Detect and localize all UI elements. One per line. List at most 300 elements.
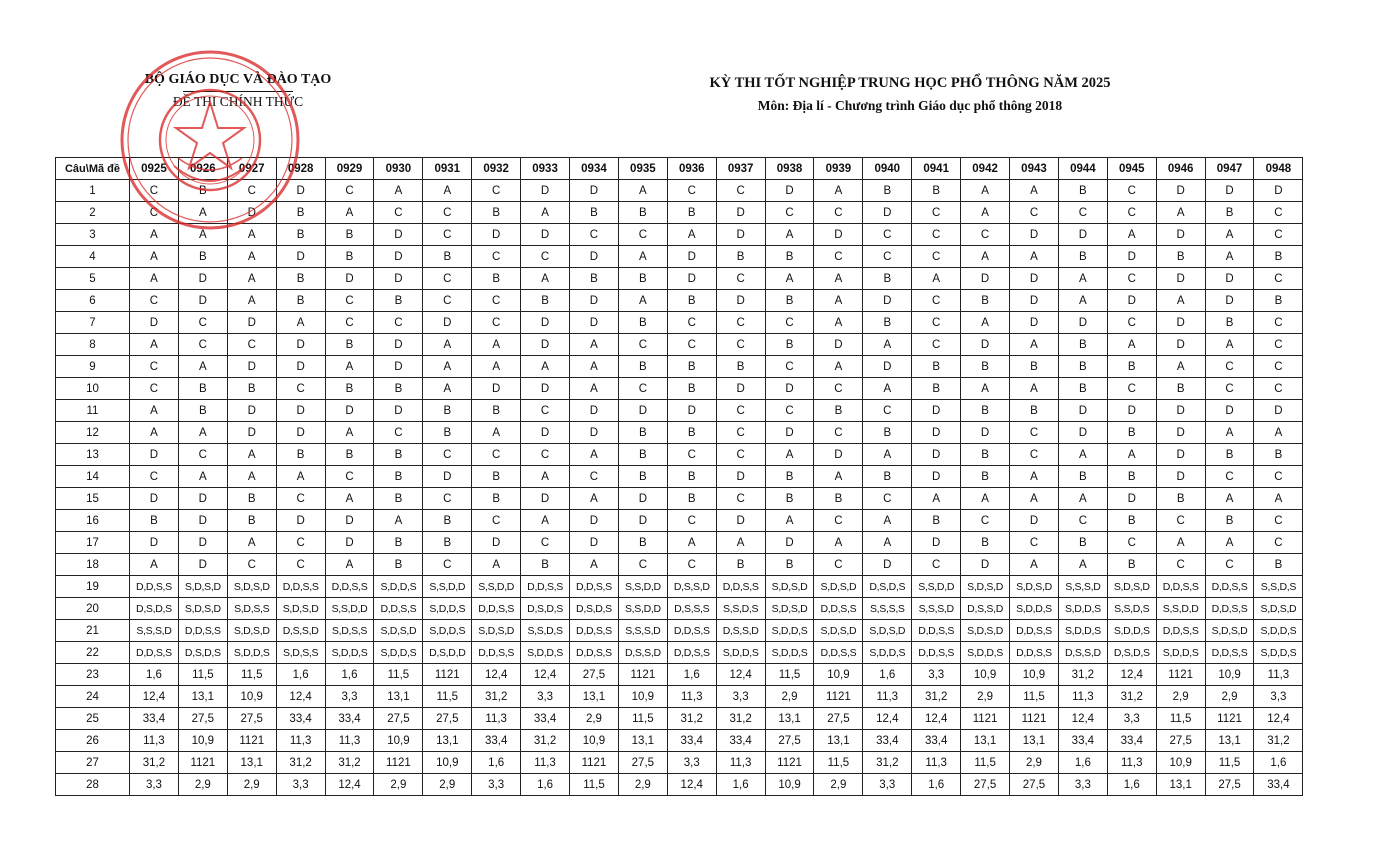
answer-cell: A — [521, 202, 570, 224]
answer-cell: B — [1107, 466, 1156, 488]
answer-cell: S,D,D,S — [227, 642, 276, 664]
table-row — [56, 444, 1303, 466]
answer-cell: D,S,D,S — [521, 598, 570, 620]
answer-cell: D — [1010, 268, 1059, 290]
answer-cell: 13,1 — [1205, 730, 1254, 752]
answer-cell: 33,4 — [325, 708, 374, 730]
answer-cell: A — [1205, 532, 1254, 554]
answer-cell: 31,2 — [276, 752, 325, 774]
answer-cell: B — [472, 202, 521, 224]
answer-cell: S,D,S,S — [325, 620, 374, 642]
answer-cell: D,S,D,S — [130, 598, 179, 620]
ministry-name: BỘ GIÁO DỤC VÀ ĐÀO TẠO — [144, 72, 332, 87]
answer-cell: S,D,S,D — [765, 576, 814, 598]
answer-cell: D,D,S,S — [1156, 620, 1205, 642]
answer-cell: B — [765, 466, 814, 488]
exam-code-header: 0942 — [961, 158, 1010, 180]
answer-cell: B — [667, 290, 716, 312]
answer-cell: D — [521, 224, 570, 246]
answer-cell: D — [1205, 268, 1254, 290]
ministry-header — [138, 72, 338, 110]
table-row — [56, 686, 1303, 708]
answer-cell: D — [618, 510, 667, 532]
answer-cell: D — [178, 290, 227, 312]
answer-cell: C — [912, 290, 961, 312]
exam-code-header: 0929 — [325, 158, 374, 180]
answer-cell: D — [1205, 290, 1254, 312]
answer-cell: D,D,S,S — [472, 598, 521, 620]
table-row — [56, 378, 1303, 400]
answer-cell: A — [178, 224, 227, 246]
answer-cell: C — [1254, 510, 1303, 532]
answer-cell: 1121 — [227, 730, 276, 752]
answer-cell: A — [961, 202, 1010, 224]
answer-cell: D — [863, 554, 912, 576]
answer-cell: D,D,S,S — [814, 642, 863, 664]
answer-cell: A — [325, 356, 374, 378]
answer-cell: A — [814, 356, 863, 378]
answer-cell: A — [667, 532, 716, 554]
answer-cell: A — [961, 312, 1010, 334]
answer-cell: 2,9 — [961, 686, 1010, 708]
answer-cell: S,D,S,D — [178, 598, 227, 620]
answer-cell: C — [667, 312, 716, 334]
answer-cell: S,S,D,D — [325, 598, 374, 620]
answer-cell: 2,9 — [814, 774, 863, 796]
answer-cell: B — [276, 444, 325, 466]
answer-cell: 10,9 — [618, 686, 667, 708]
answer-cell: S,D,D,S — [423, 598, 472, 620]
answer-cell: A — [374, 180, 423, 202]
answer-cell: D — [912, 532, 961, 554]
answer-cell: A — [863, 510, 912, 532]
answer-cell: D — [716, 466, 765, 488]
table-row — [56, 180, 1303, 202]
answer-cell: B — [618, 466, 667, 488]
answer-cell: C — [1254, 356, 1303, 378]
answer-cell: B — [130, 510, 179, 532]
question-number: 8 — [56, 334, 130, 356]
answer-cell: S,D,D,S — [1156, 642, 1205, 664]
answer-cell: C — [716, 334, 765, 356]
answer-cell: C — [716, 268, 765, 290]
answer-cell: D — [618, 488, 667, 510]
answer-cell: C — [912, 246, 961, 268]
answer-cell: D — [374, 400, 423, 422]
answer-cell: D,S,D,S — [570, 598, 619, 620]
answer-cell: A — [912, 488, 961, 510]
answer-cell: 11,3 — [325, 730, 374, 752]
answer-cell: 10,9 — [765, 774, 814, 796]
answer-cell: D,S,D,S — [178, 642, 227, 664]
answer-cell: C — [1254, 224, 1303, 246]
answer-cell: S,D,D,S — [521, 642, 570, 664]
answer-cell: D,S,S,D — [716, 620, 765, 642]
answer-cell: D — [325, 532, 374, 554]
answer-cell: B — [765, 246, 814, 268]
answer-cell: D,S,S,D — [276, 620, 325, 642]
answer-cell: A — [814, 532, 863, 554]
answer-cell: A — [1058, 488, 1107, 510]
answer-cell: D,S,S,D — [1058, 642, 1107, 664]
answer-cell: A — [1205, 488, 1254, 510]
answer-cell: S,D,D,S — [423, 620, 472, 642]
answer-cell: B — [667, 202, 716, 224]
question-number: 23 — [56, 664, 130, 686]
answer-cell: C — [1205, 466, 1254, 488]
table-row — [56, 774, 1303, 796]
answer-cell: 1,6 — [1058, 752, 1107, 774]
answer-cell: D — [276, 422, 325, 444]
answer-cell: C — [130, 290, 179, 312]
answer-cell: A — [178, 466, 227, 488]
answer-cell: D,D,S,S — [570, 576, 619, 598]
answer-cell: 11,5 — [178, 664, 227, 686]
answer-cell: A — [618, 246, 667, 268]
answer-cell: B — [1156, 488, 1205, 510]
answer-cell: D — [765, 180, 814, 202]
answer-cell: A — [814, 180, 863, 202]
answer-cell: A — [863, 532, 912, 554]
answer-cell: B — [521, 554, 570, 576]
answer-cell: D — [130, 532, 179, 554]
answer-cell: A — [1205, 224, 1254, 246]
answer-cell: B — [423, 400, 472, 422]
answer-cell: S,D,S,D — [178, 576, 227, 598]
answer-cell: B — [1058, 532, 1107, 554]
answer-cell: C — [276, 532, 325, 554]
table-row — [56, 312, 1303, 334]
answer-cell: A — [1156, 290, 1205, 312]
answer-cell: D — [912, 400, 961, 422]
answer-cell: 27,5 — [618, 752, 667, 774]
table-row — [56, 620, 1303, 642]
answer-cell: D,D,S,S — [1156, 576, 1205, 598]
answer-cell: B — [472, 466, 521, 488]
answer-cell: A — [227, 532, 276, 554]
answer-cell: B — [961, 532, 1010, 554]
answer-cell: 12,4 — [1058, 708, 1107, 730]
answer-cell: S,D,S,D — [472, 620, 521, 642]
answer-cell: S,D,D,S — [1107, 620, 1156, 642]
answer-cell: B — [325, 224, 374, 246]
answer-cell: A — [1156, 356, 1205, 378]
table-row — [56, 576, 1303, 598]
question-number: 12 — [56, 422, 130, 444]
answer-cell: B — [814, 400, 863, 422]
answer-cell: B — [618, 532, 667, 554]
answer-cell: 2,9 — [1010, 752, 1059, 774]
answer-cell: 10,9 — [374, 730, 423, 752]
question-number: 1 — [56, 180, 130, 202]
answer-cell: B — [618, 444, 667, 466]
answer-cell: B — [1254, 444, 1303, 466]
answer-cell: D — [130, 444, 179, 466]
answer-cell: A — [570, 444, 619, 466]
answer-cell: C — [130, 180, 179, 202]
answer-cell: S,D,D,S — [961, 642, 1010, 664]
answer-cell: 11,3 — [1107, 752, 1156, 774]
question-number: 28 — [56, 774, 130, 796]
answer-cell: D,D,S,S — [472, 642, 521, 664]
answer-cell: B — [912, 510, 961, 532]
answer-cell: 1121 — [1205, 708, 1254, 730]
answer-cell: D — [912, 422, 961, 444]
answer-cell: C — [1010, 202, 1059, 224]
answer-cell: A — [961, 180, 1010, 202]
answer-cell: C — [716, 444, 765, 466]
answer-cell: 1121 — [961, 708, 1010, 730]
question-number: 19 — [56, 576, 130, 598]
question-number: 24 — [56, 686, 130, 708]
answer-cell: D — [570, 180, 619, 202]
answer-cell: C — [1254, 378, 1303, 400]
answer-cell: D — [1156, 444, 1205, 466]
answer-cell: C — [716, 488, 765, 510]
answer-cell: 33,4 — [912, 730, 961, 752]
answer-cell: 12,4 — [863, 708, 912, 730]
answer-cell: C — [667, 510, 716, 532]
answer-cell: B — [472, 400, 521, 422]
answer-cell: D,D,S,S — [912, 642, 961, 664]
answer-cell: D — [1058, 400, 1107, 422]
answer-cell: D,S,D,S — [1107, 642, 1156, 664]
answer-cell: A — [863, 334, 912, 356]
answer-cell: D — [961, 334, 1010, 356]
answer-cell: C — [1205, 356, 1254, 378]
answer-cell: B — [1107, 554, 1156, 576]
answer-cell: C — [130, 466, 179, 488]
answer-cell: D — [863, 202, 912, 224]
answer-cell: 2,9 — [374, 774, 423, 796]
answer-cell: 12,4 — [130, 686, 179, 708]
answer-cell: C — [814, 378, 863, 400]
answer-cell: C — [570, 466, 619, 488]
answer-cell: C — [716, 180, 765, 202]
answer-cell: A — [1254, 488, 1303, 510]
answer-cell: B — [1156, 378, 1205, 400]
exam-code-header: 0933 — [521, 158, 570, 180]
exam-code-header: 0943 — [1010, 158, 1059, 180]
answer-cell: 10,9 — [961, 664, 1010, 686]
answer-cell: B — [765, 334, 814, 356]
answer-cell: S,D,D,S — [1254, 642, 1303, 664]
answer-cell: C — [961, 510, 1010, 532]
answer-cell: D — [423, 466, 472, 488]
table-row — [56, 708, 1303, 730]
exam-code-header: 0946 — [1156, 158, 1205, 180]
answer-cell: C — [276, 378, 325, 400]
answer-cell: B — [276, 268, 325, 290]
answer-cell: A — [912, 268, 961, 290]
answer-cell: 13,1 — [961, 730, 1010, 752]
answer-cell: A — [130, 554, 179, 576]
answer-cell: C — [1058, 510, 1107, 532]
answer-cell: A — [521, 466, 570, 488]
table-row — [56, 752, 1303, 774]
answer-cell: 1,6 — [521, 774, 570, 796]
answer-cell: A — [1010, 378, 1059, 400]
answer-cell: A — [227, 290, 276, 312]
answer-cell: D,S,S,D — [667, 576, 716, 598]
answer-cell: S,D,S,D — [227, 576, 276, 598]
answer-cell: 2,9 — [227, 774, 276, 796]
exam-code-header: 0926 — [178, 158, 227, 180]
answer-cell: S,D,D,S — [374, 642, 423, 664]
answer-cell: D — [618, 400, 667, 422]
answer-cell: B — [374, 488, 423, 510]
answer-cell: B — [1058, 180, 1107, 202]
table-row — [56, 246, 1303, 268]
exam-code-header: 0935 — [618, 158, 667, 180]
answer-cell: D — [1156, 268, 1205, 290]
answer-cell: B — [1010, 356, 1059, 378]
answer-cell: S,D,S,D — [1205, 620, 1254, 642]
answer-cell: D — [1254, 400, 1303, 422]
answer-cell: D,D,S,S — [1010, 620, 1059, 642]
answer-cell: S,D,S,D — [765, 598, 814, 620]
answer-cell: A — [276, 312, 325, 334]
answer-cell: 12,4 — [1107, 664, 1156, 686]
answer-cell: D — [130, 312, 179, 334]
answer-cell: D — [814, 224, 863, 246]
answer-cell: C — [912, 554, 961, 576]
answer-cell: A — [472, 356, 521, 378]
answer-cell: D — [374, 224, 423, 246]
answer-cell: 27,5 — [961, 774, 1010, 796]
answer-cell: B — [863, 268, 912, 290]
answer-cell: C — [1156, 510, 1205, 532]
answer-cell: A — [521, 510, 570, 532]
answer-cell: B — [423, 532, 472, 554]
answer-cell: C — [472, 312, 521, 334]
answer-cell: 3,3 — [863, 774, 912, 796]
answer-cell: 33,4 — [472, 730, 521, 752]
answer-cell: B — [374, 466, 423, 488]
answer-cell: D — [667, 400, 716, 422]
answer-cell: 1,6 — [1107, 774, 1156, 796]
answer-cell: 31,2 — [1254, 730, 1303, 752]
answer-cell: C — [1107, 312, 1156, 334]
question-number: 5 — [56, 268, 130, 290]
answer-cell: 3,3 — [667, 752, 716, 774]
answer-cell: A — [570, 334, 619, 356]
answer-cell: S,D,S,D — [276, 598, 325, 620]
answer-cell: A — [423, 180, 472, 202]
answer-cell: D,S,S,D — [961, 598, 1010, 620]
answer-cell: C — [618, 334, 667, 356]
answer-cell: 11,5 — [961, 752, 1010, 774]
answer-cell: 13,1 — [227, 752, 276, 774]
answer-cell: B — [472, 488, 521, 510]
answer-cell: B — [1205, 444, 1254, 466]
answer-cell: D — [1156, 400, 1205, 422]
answer-cell: 12,4 — [276, 686, 325, 708]
answer-cell: C — [276, 488, 325, 510]
answer-cell: D — [863, 356, 912, 378]
answer-cell: A — [1058, 290, 1107, 312]
table-row — [56, 488, 1303, 510]
answer-cell: A — [570, 356, 619, 378]
answer-cell: 27,5 — [814, 708, 863, 730]
answer-cell: C — [814, 510, 863, 532]
answer-cell: B — [765, 488, 814, 510]
answer-cell: C — [1254, 202, 1303, 224]
answer-cell: A — [130, 246, 179, 268]
exam-code-header: 0948 — [1254, 158, 1303, 180]
answer-cell: D — [765, 532, 814, 554]
answer-cell: A — [227, 268, 276, 290]
answer-cell: C — [618, 554, 667, 576]
answer-cell: 11,5 — [765, 664, 814, 686]
question-number: 11 — [56, 400, 130, 422]
answer-cell: 27,5 — [765, 730, 814, 752]
answer-cell: S,S,S,S — [863, 598, 912, 620]
answer-cell: C — [1010, 444, 1059, 466]
answer-cell: A — [325, 554, 374, 576]
table-row — [56, 268, 1303, 290]
table-row — [56, 532, 1303, 554]
answer-cell: 3,3 — [1107, 708, 1156, 730]
answer-cell: 1,6 — [716, 774, 765, 796]
answer-cell: B — [863, 180, 912, 202]
answer-cell: A — [1058, 554, 1107, 576]
answer-cell: D — [961, 554, 1010, 576]
answer-cell: 33,4 — [1254, 774, 1303, 796]
answer-cell: B — [667, 378, 716, 400]
answer-cell: A — [863, 444, 912, 466]
answer-cell: 27,5 — [570, 664, 619, 686]
answer-cell: A — [130, 268, 179, 290]
table-row — [56, 466, 1303, 488]
answer-cell: A — [1010, 180, 1059, 202]
answer-cell: D — [716, 378, 765, 400]
answer-cell: 11,3 — [472, 708, 521, 730]
answer-cell: C — [472, 246, 521, 268]
answer-cell: D — [1156, 334, 1205, 356]
answer-cell: B — [765, 290, 814, 312]
answer-cell: D — [521, 422, 570, 444]
answer-cell: C — [1205, 378, 1254, 400]
answer-cell: C — [325, 312, 374, 334]
answer-cell: D — [521, 180, 570, 202]
question-number: 16 — [56, 510, 130, 532]
answer-cell: 11,5 — [814, 752, 863, 774]
answer-cell: C — [765, 400, 814, 422]
answer-cell: B — [1058, 246, 1107, 268]
answer-cell: S,S,S,D — [912, 598, 961, 620]
answer-cell: D — [1254, 180, 1303, 202]
answer-cell: D — [227, 356, 276, 378]
answer-cell: C — [765, 312, 814, 334]
answer-cell: D,D,S,S — [1205, 598, 1254, 620]
answer-cell: S,S,S,D — [1058, 576, 1107, 598]
answer-cell: C — [765, 202, 814, 224]
answer-cell: C — [423, 224, 472, 246]
question-number: 17 — [56, 532, 130, 554]
answer-cell: A — [1107, 444, 1156, 466]
answer-cell: D — [912, 444, 961, 466]
answer-cell: 27,5 — [374, 708, 423, 730]
answer-cell: 13,1 — [178, 686, 227, 708]
answer-cell: D,S,S,D — [618, 642, 667, 664]
answer-cell: S,D,D,S — [1058, 598, 1107, 620]
answer-cell: D — [325, 510, 374, 532]
answer-cell: 27,5 — [178, 708, 227, 730]
answer-cell: 1121 — [1010, 708, 1059, 730]
answer-cell: D — [716, 510, 765, 532]
answer-cell: A — [961, 246, 1010, 268]
